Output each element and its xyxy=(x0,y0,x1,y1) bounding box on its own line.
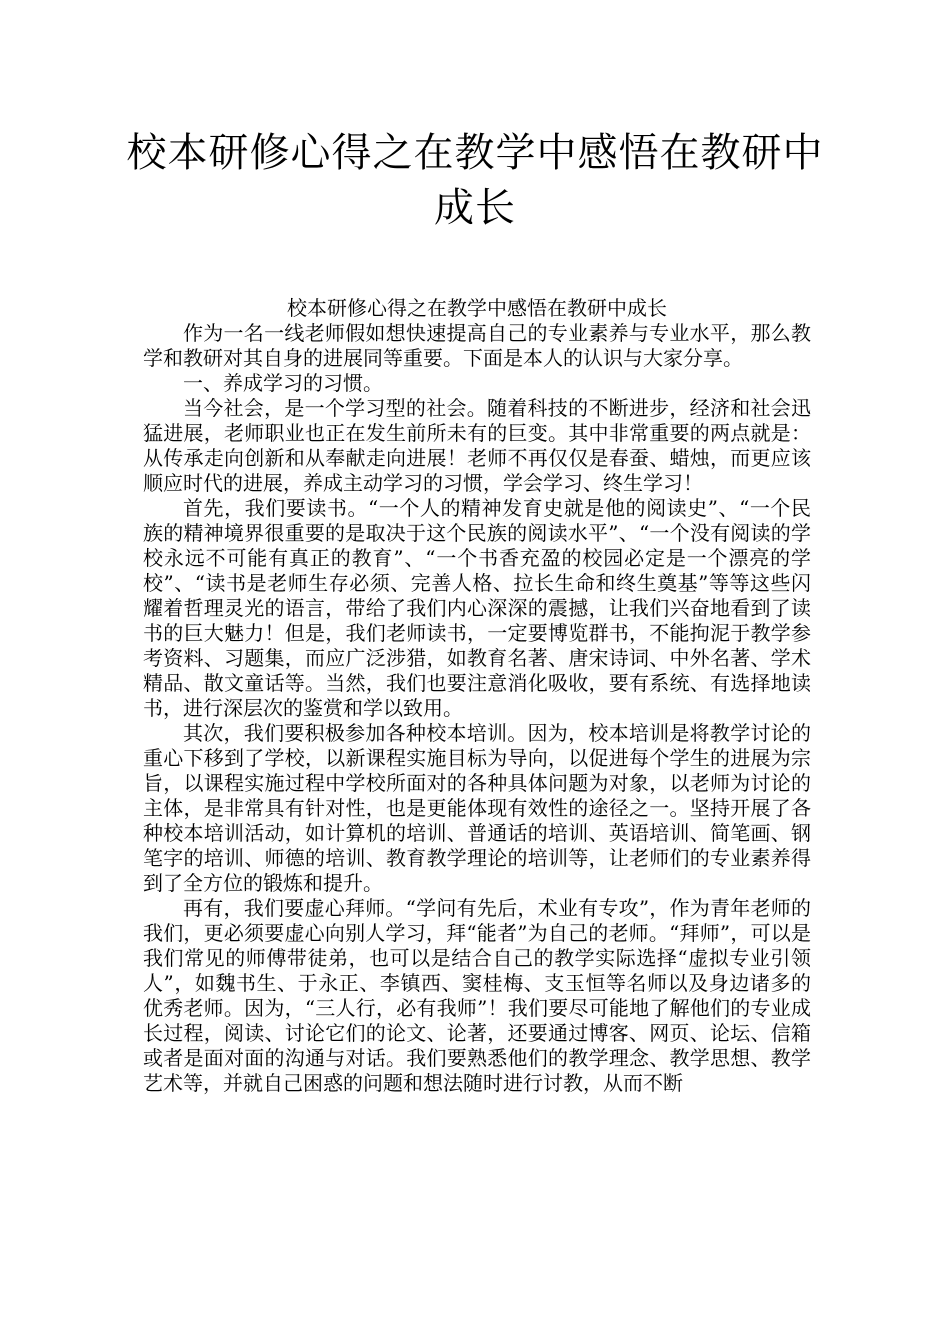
document-body xyxy=(143,296,811,1096)
paragraph: 再有，我们要虚心拜师。“学问有先后，术业有专攻”，作为青年老师的我们，更必须要虚心向别人学习，拜“能者”为自己的老师。“拜师”，可以是我们常见的师傅带徒弟，也可以是结合自己的教学实际选择“虚拟专业引领人”，如魏书生、于永正、李镇西、窦桂梅、支玉恒等名师以及身边诸多的优秀老师。因为，“三人行，必有我师”！我们要尽可能地了解他们的专业成长过程，阅读、讨论它们的论文、论著，还要通过博客、网页、论坛、信箱或者是面对面的沟通与对话。我们要熟悉他们的教学理念、教学思想、教学艺术等，并就自己困惑的问题和想法随时进行讨教，从而不断 xyxy=(143,896,811,1095)
paragraph: 当今社会，是一个学习型的社会。随着科技的不断进步，经济和社会迅猛进展，老师职业也正在发生前所未有的巨变。其中非常重要的两点就是：从传承走向创新和从奉献走向进展！老师不再仅仅是春蚕、蜡烛，而更应该顺应时代的进展，养成主动学习的习惯，学会学习、终生学习！ xyxy=(143,396,811,495)
document-subtitle: 校本研修心得之在教学中感悟在教研中成长 xyxy=(287,296,667,320)
section-heading: 一、养成学习的习惯。 xyxy=(183,371,383,395)
paragraph: 首先，我们要读书。“一个人的精神发育史就是他的阅读史”、“一个民族的精神境界很重要的是取决于这个民族的阅读水平”、“一个没有阅读的学校永远不可能有真正的教育”、“一个书香充盈的校园必定是一个漂亮的学校”、“读书是老师生存必须、完善人格、拉长生命和终生奠基”等等这些闪耀着哲理灵光的语言，带给了我们内心深深的震撼，让我们兴奋地看到了读书的巨大魅力！但是，我们老师读书，一定要博览群书，不能拘泥于教学参考资料、习题集，而应广泛涉猎，如教育名著、唐宋诗词、中外名著、学术精品、散文童话等。当然，我们也要注意消化吸收，要有系统、有选择地读书，进行深层次的鉴赏和学以致用。 xyxy=(143,496,811,720)
paragraph: 其次，我们要积极参加各种校本培训。因为，校本培训是将教学讨论的重心下移到了学校，以新课程实施目标为导向，以促进每个学生的进展为宗旨，以课程实施过程中学校所面对的各种具体问题为对象，以老师为讨论的主体，是非常具有针对性，也是更能体现有效性的途径之一。坚持开展了各种校本培训活动，如计算机的培训、普通话的培训、英语培训、简笔画、钢笔字的培训、师德的培训、教育教学理论的培训等，让老师们的专业素养得到了全方位的锻炼和提升。 xyxy=(143,721,811,895)
document-title: 校本研修心得之在教学中感悟在教研中成长 xyxy=(126,130,824,231)
paragraph-intro: 作为一名一线老师假如想快速提高自己的专业素养与专业水平，那么教学和教研对其自身的进展同等重要。下面是本人的认识与大家分享。 xyxy=(143,321,811,370)
